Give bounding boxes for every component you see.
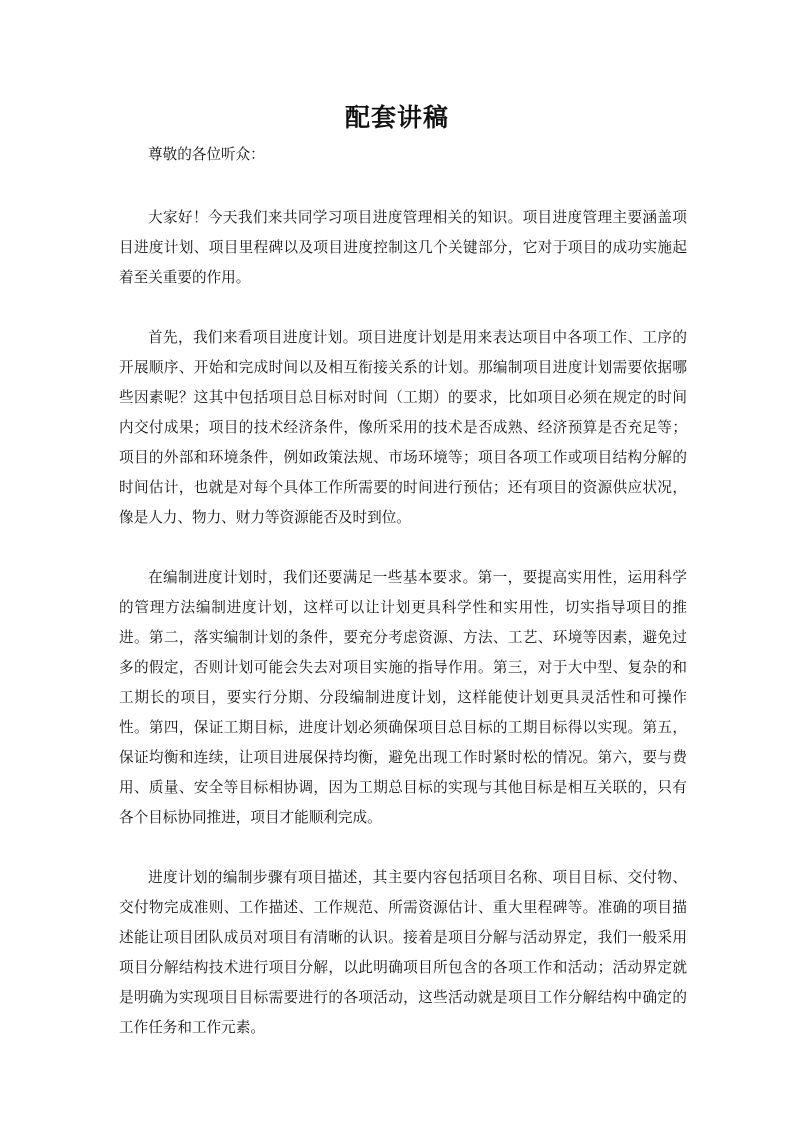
paragraph-schedule-requirements: 在编制进度计划时，我们还要满足一些基本要求。第一，要提高实用性，运用科学的管理方法编制进度计划，这样可以让计划更具科学性和实用性，切实指导项目的推进。第二，落实编制计划的条件，要充分考虑资源、方法、工艺、环境等因素，避免过多的假定，否则计划可能会失去对项目实施的指导作用。第三，对于大中型、复杂的和工期长的项目，要实行分期、分段编制进度计划，这样能使计划更具灵活性和可操作性。第四，保证工期目标，进度计划必须确保项目总目标的工期目标得以实现。第五，保证均衡和连续，让项目进展保持均衡，避免出现工作时紧时松的情况。第六，要与费用、质量、安全等目标相协调，因为工期总目标的实现与其他目标是相互关联的，只有各个目标协同推进，项目才能顺利完成。: [119, 569, 687, 826]
paragraph-spacer: [119, 833, 687, 863]
paragraph-spacer: [119, 533, 687, 563]
paragraph-intro: 大家好！今天我们来共同学习项目进度管理相关的知识。项目进度管理主要涵盖项目进度计划、项目里程碑以及项目进度控制这几个关键部分，它对于项目的成功实施起着至关重要的作用。: [119, 209, 687, 286]
document-title: 配套讲稿: [344, 103, 449, 132]
document-body: [119, 140, 687, 1043]
paragraph-schedule-basis: 首先，我们来看项目进度计划。项目进度计划是用来表达项目中各项工作、工序的开展顺序、开始和完成时间以及相互衔接关系的计划。那编制项目进度计划需要依据哪些因素呢？这其中包括项目总目标对时间（工期）的要求，比如项目必须在规定的时间内交付成果；项目的技术经济条件，像所采用的技术是否成熟、经济预算是否充足等；项目的外部和环境条件，例如政策法规、市场环境等；项目各项工作或项目结构分解的时间估计，也就是对每个具体工作所需要的时间进行预估；还有项目的资源供应状况，像是人力、物力、财力等资源能否及时到位。: [119, 329, 687, 526]
salutation: 尊敬的各位听众：: [148, 146, 265, 163]
paragraph-spacer: [119, 293, 687, 323]
paragraph-schedule-steps: 进度计划的编制步骤有项目描述，其主要内容包括项目名称、项目目标、交付物、交付物完成准则、工作描述、工作规范、所需资源估计、重大里程碑等。准确的项目描述能让项目团队成员对项目有清晰的认识。接着是项目分解与活动界定，我们一般采用项目分解结构技术进行项目分解，以此明确项目所包含的各项工作和活动；活动界定就是明确为实现项目目标需要进行的各项活动，这些活动就是项目工作分解结构中确定的工作任务和工作元素。: [119, 869, 687, 1036]
paragraph-spacer: [119, 170, 687, 203]
